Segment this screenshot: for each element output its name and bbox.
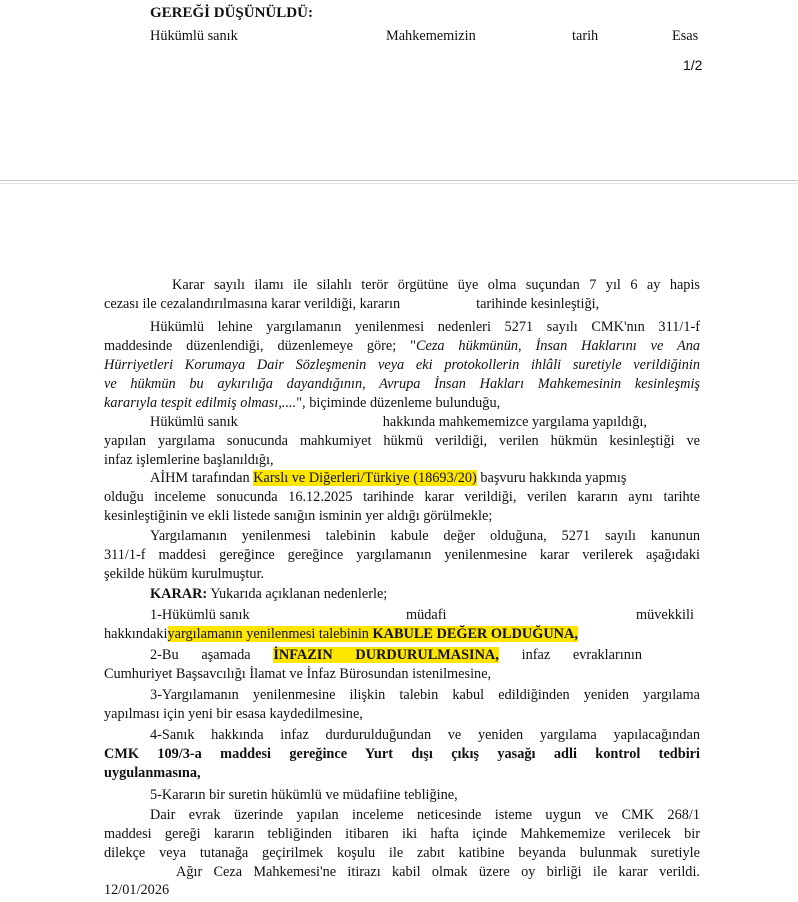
- header-label-court: Mahkememizin: [386, 28, 476, 44]
- decision-date: 12/01/2026: [104, 882, 170, 898]
- para-4-text-c: başvuru hakkında yapmış: [480, 470, 627, 486]
- header-label-date: tarih: [572, 28, 599, 44]
- accepted-highlight: KABULE DEĞER OLDUĞUNA,: [372, 626, 578, 642]
- header-label-convict: Hükümlü sanık: [150, 28, 238, 44]
- item-4-line-2: CMK 109/3-a maddesi gereğince Yurt dışı çıkış yasağı adli kontrol tedbiri: [104, 746, 700, 762]
- para-3-line-1: [150, 413, 647, 432]
- item-4-line-1: 4-Sanık hakkında infaz durdurulduğundan ve yeniden yargılama yapılacağından: [150, 727, 700, 743]
- item-5-line-1: 5-Kararın bir suretin hükümlü ve müdafiine tebliğine,: [150, 787, 458, 803]
- karar-line: [150, 585, 387, 604]
- para-2-line-1: Hükümlü lehine yargılamanın yenilenmesi nedenleri 5271 sayılı CMK'nın 311/1-f: [150, 319, 700, 335]
- para-3-text-b: hakkında mahkememizce yargılama yapıldığı,: [382, 414, 647, 430]
- item-1-text-d: hakkındaki: [104, 626, 168, 642]
- para-4-line-3: kesinleştiğinin ve ekli listede sanığın isminin yer aldığı görülmekle;: [104, 508, 493, 524]
- case-reference-highlight: Karslı ve Diğerleri/Türkiye (18693/20): [253, 470, 477, 486]
- header-line: [150, 28, 700, 46]
- stay-of-execution-highlight: İNFAZIN DURDURULMASINA,: [273, 647, 499, 663]
- para-1-line-2: [104, 295, 599, 314]
- item-3-line-1: 3-Yargılamanın yenilenmesine ilişkin talebin kabul edildiğinden yeniden yargılama: [150, 687, 700, 703]
- decision-heading: GEREĞİ DÜŞÜNÜLDÜ:: [150, 5, 313, 21]
- para-6-line-1: Dair evrak üzerinde yapılan inceleme neticesinde isteme uygun ve CMK 268/1: [150, 807, 700, 823]
- para-5-line-3: şekilde hüküm kurulmuştur.: [104, 566, 265, 582]
- header-label-case: Esas: [672, 28, 699, 44]
- item-1-text-b: müdafi: [406, 607, 447, 623]
- page-break-divider: [0, 180, 798, 181]
- para-3-line-2: yapılan yargılama sonucunda mahkumiyet hükmü verildiği, verilen hükmün kesinleştiği ve: [104, 433, 700, 449]
- item-1-text-c: müvekkili: [636, 607, 694, 623]
- item-2-line-2: Cumhuriyet Başsavcılığı İlamat ve İnfaz Bürosundan istenilmesine,: [104, 666, 492, 682]
- para-5-line-2: 311/1-f maddesi gereğince gereğince yargılamanın yenilenmesine karar verilerek aşağıdaki: [104, 547, 700, 563]
- para-3-line-3: infaz işlemlerine başlanıldığı,: [104, 452, 274, 468]
- para-1-line-1: Karar sayılı ilamı ile silahlı terör örgütüne üye olma suçundan 7 yıl 6 ay hapis: [172, 277, 700, 293]
- para-4-line-2: olduğu inceleme sonucunda 16.12.2025 tarihinde karar verildiği, verilen kararın aynı tarihte: [104, 489, 700, 505]
- para-4-line-1: [150, 469, 626, 488]
- karar-label: KARAR:: [150, 586, 208, 602]
- para-3-text-a: Hükümlü sanık: [150, 414, 238, 430]
- para-6-line-2: maddesi gereği kararın tebliğinden itibaren iki hafta içinde Mahkememize verilecek bir: [104, 826, 700, 842]
- para-2-quote-a: Ceza hükmünün, İnsan Haklarını ve Ana: [415, 338, 700, 354]
- item-2-text-c: infaz evraklarının: [521, 647, 643, 663]
- para-1-text-b: tarihinde kesinleştiği,: [476, 296, 600, 312]
- item-1-text-a: 1-Hükümlü sanık: [150, 607, 250, 623]
- para-4-text-a: AİHM tarafından: [150, 470, 250, 486]
- para-2-text-a: maddesinde düzenlendiği, düzenlemeye göre; ": [104, 338, 416, 354]
- para-6-line-3: dilekçe veya tutanağa geçirilmek koşulu ile zabıt katibine beyanda bulunmak suretiyle: [104, 845, 700, 861]
- para-2-line-4: ve hükmün bu aykırılığa dayandığının, Avrupa İnsan Hakları Mahkemesinin kesinleşmiş: [104, 376, 700, 392]
- para-1-text-a: cezası ile cezalandırılmasına karar verildiği, kararın: [104, 296, 401, 312]
- item-1-line-2: [104, 625, 578, 644]
- retrial-request-highlight: yargılamanın yenilenmesi talebinin: [167, 626, 369, 642]
- para-2-line-3: Hürriyetleri Korumaya Dair Sözleşmenin veya eki protokollerin ihlâli suretiyle verildiğinin: [104, 357, 700, 373]
- page-number: 1/2: [683, 57, 703, 73]
- para-6-line-4: Ağır Ceza Mahkemesi'ne itirazı kabil olmak üzere oy birliği ile karar verildi.: [176, 864, 700, 880]
- para-5-line-1: Yargılamanın yenilenmesi talebinin kabule değer olduğuna, 5271 sayılı kanunun: [150, 528, 700, 544]
- item-2-text-a: 2-Bu aşamada: [150, 647, 251, 663]
- para-2-line-2: [104, 337, 700, 356]
- para-2-line-5: [104, 394, 500, 413]
- para-2-text-end: ", biçiminde düzenleme bulunduğu,: [296, 395, 501, 411]
- karar-text: Yukarıda açıklanan nedenlerle;: [210, 586, 388, 602]
- item-4-line-3: uygulanmasına,: [104, 765, 201, 781]
- item-2-line-1: [150, 646, 642, 665]
- item-3-line-2: yapılması için yeni bir esasa kaydedilmesine,: [104, 706, 363, 722]
- page-break-divider-shadow: [0, 183, 798, 184]
- para-2-quote-end: kararıyla tespit edilmiş olması,....: [104, 395, 297, 411]
